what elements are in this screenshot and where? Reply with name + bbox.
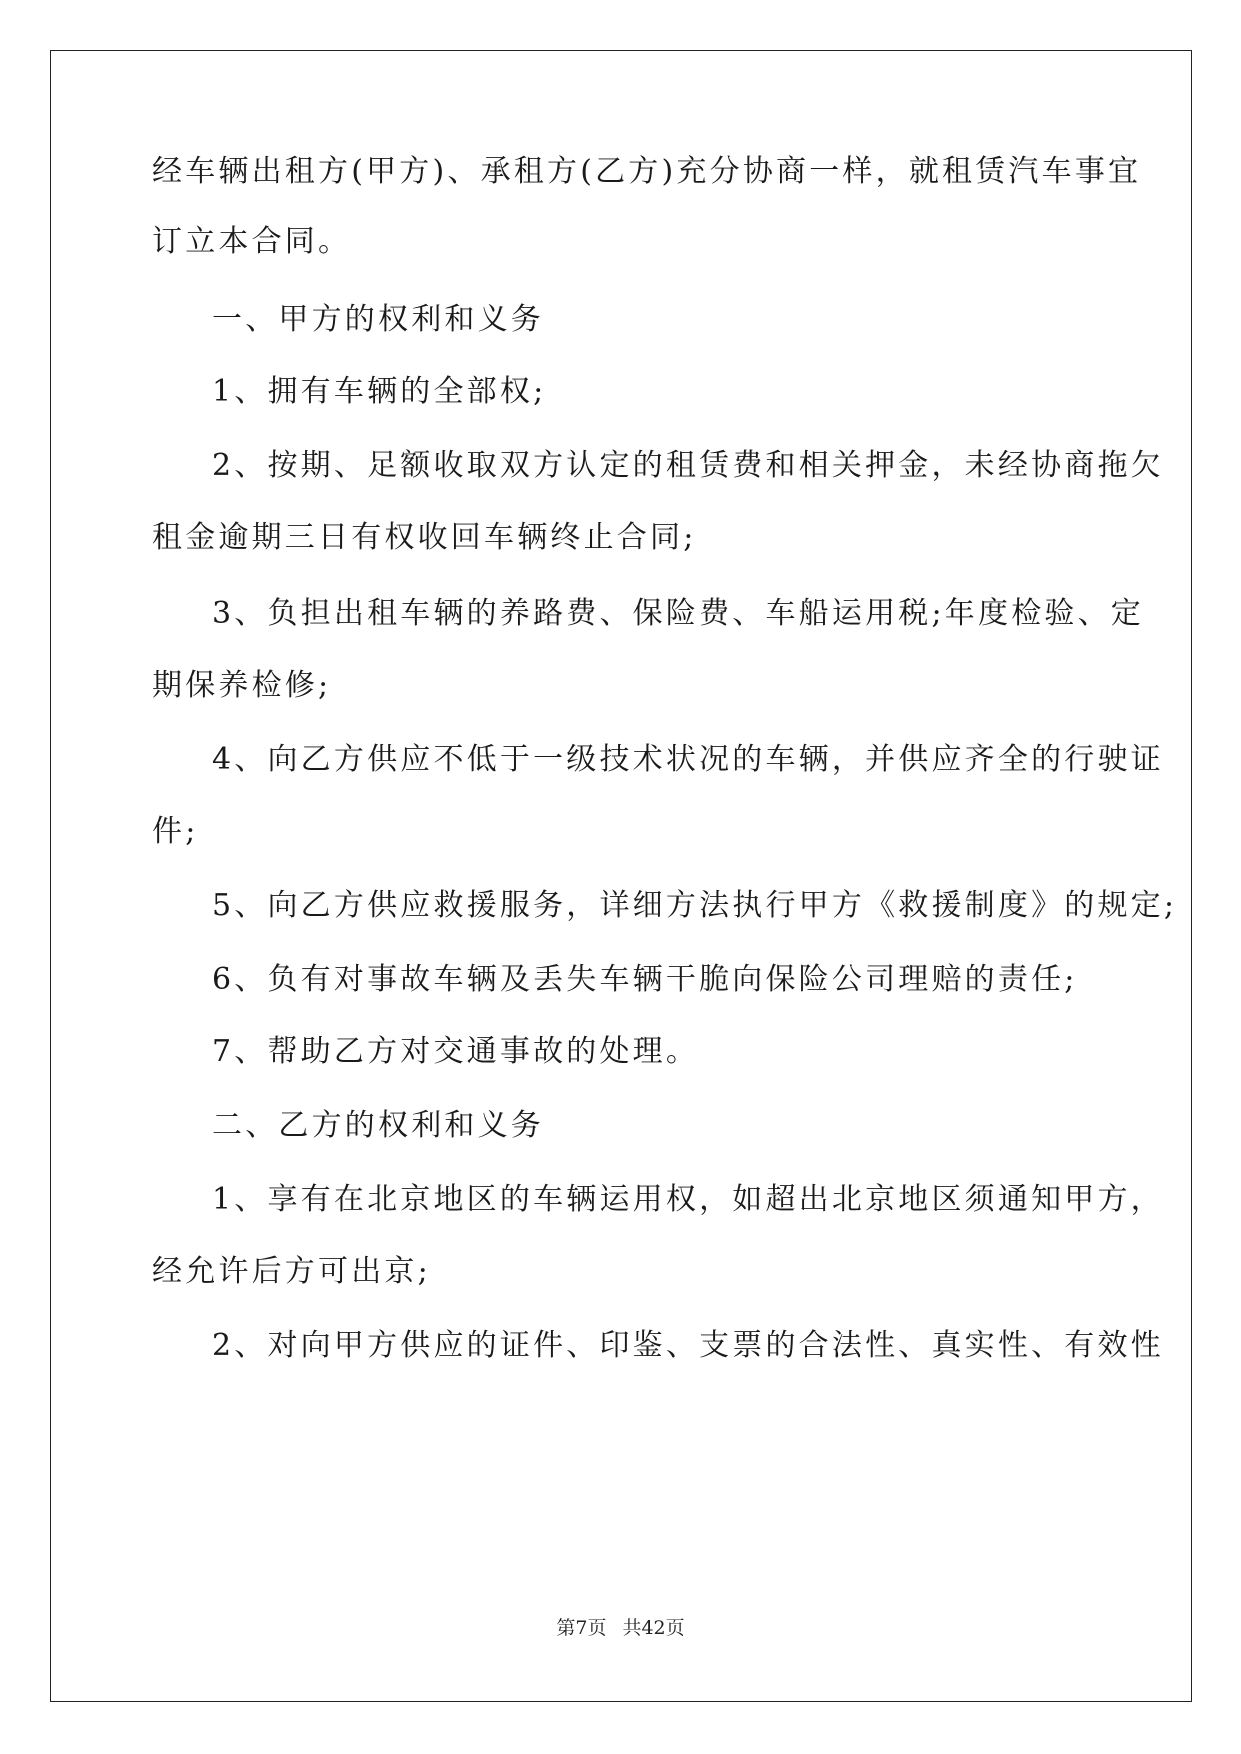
text-line: 期保养检修; (152, 668, 332, 703)
text-line: 2、对向甲方供应的证件、印鉴、支票的合法性、真实性、有效性 (212, 1328, 1164, 1363)
section-heading: 二、乙方的权利和义务 (212, 1108, 544, 1143)
text-line: 租金逾期三日有权收回车辆终止合同; (152, 520, 697, 555)
text-line: 2、按期、足额收取双方认定的租赁费和相关押金，未经协商拖欠 (212, 448, 1164, 483)
text-line: 件; (152, 814, 199, 849)
page-number-current: 第7页 (556, 1617, 607, 1639)
page-footer (0, 1616, 1241, 1640)
page-number-total: 共42页 (622, 1617, 685, 1639)
text-line: 经车辆出租方(甲方)、承租方(乙方)充分协商一样，就租赁汽车事宜 (152, 154, 1142, 189)
page-border (50, 50, 1192, 1702)
section-heading: 一、甲方的权利和义务 (212, 302, 544, 337)
text-line: 1、拥有车辆的全部权; (212, 374, 547, 409)
text-line: 7、帮助乙方对交通事故的处理。 (212, 1034, 700, 1069)
text-line: 5、向乙方供应救援服务，详细方法执行甲方《救援制度》的规定; (212, 888, 1178, 923)
text-line: 订立本合同。 (152, 224, 352, 259)
text-line: 4、向乙方供应不低于一级技术状况的车辆，并供应齐全的行驶证 (212, 742, 1164, 777)
text-line: 3、负担出租车辆的养路费、保险费、车船运用税;年度检验、定 (212, 596, 1144, 631)
text-line: 6、负有对事故车辆及丢失车辆干脆向保险公司理赔的责任; (212, 962, 1078, 997)
text-line: 1、享有在北京地区的车辆运用权，如超出北京地区须通知甲方， (212, 1182, 1164, 1217)
text-line: 经允许后方可出京; (152, 1254, 431, 1289)
